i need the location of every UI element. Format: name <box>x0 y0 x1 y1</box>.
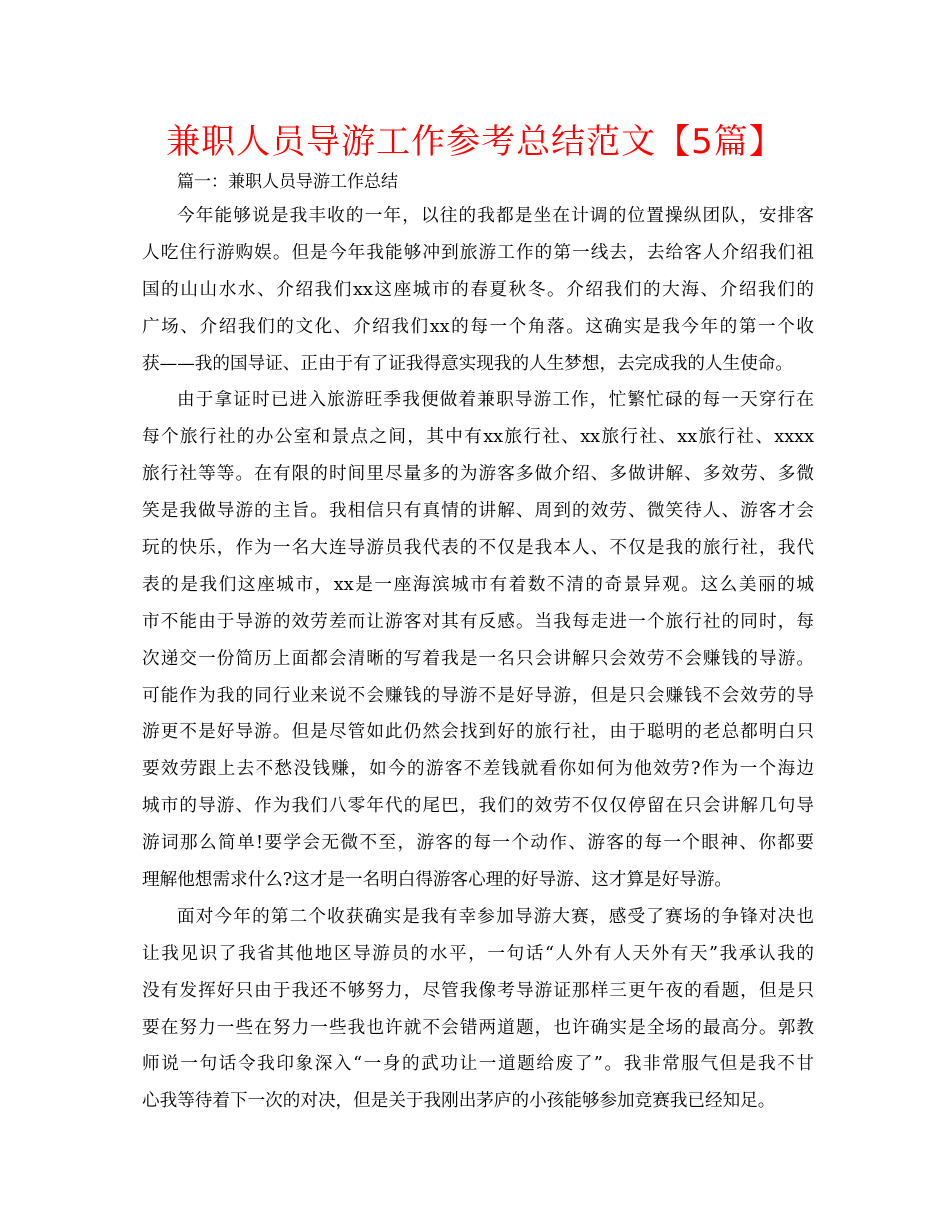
paragraph-1-line: 国的山山水水、介绍我们xx这座城市的春夏秋冬。介绍我们的大海、介绍我们的 <box>142 279 814 300</box>
paragraph-2-line: 表的是我们这座城市，xx是一座海滨城市有着数不清的奇景异观。这么美丽的城 <box>142 574 814 595</box>
document-title: 兼职人员导游工作参考总结范文【5篇】 <box>166 122 784 162</box>
paragraph-3-line: 让我见识了我省其他地区导游员的水平，一句话“人外有人天外有天”我承认我的 <box>142 943 814 964</box>
document-body <box>142 198 814 1120</box>
paragraph-3-line: 要在努力一些在努力一些我也许就不会错两道题，也许确实是全场的最高分。郭教 <box>142 1017 814 1038</box>
paragraph-3-line: 没有发挥好只由于我还不够努力，尽管我像考导游证那样三更午夜的看题，但是只 <box>142 980 814 1001</box>
paragraph-2-line: 可能作为我的同行业来说不会赚钱的导游不是好导游，但是只会赚钱不会效劳的导 <box>142 685 814 706</box>
paragraph-2-line: 笑是我做导游的主旨。我相信只有真情的讲解、周到的效劳、微笑待人、游客才会 <box>142 501 814 522</box>
paragraph-2-line: 理解他想需求什么?这才是一名明白得游客心理的好导游、这才算是好导游。 <box>142 870 733 891</box>
paragraph-1-line: 人吃住行游购娱。但是今年我能够冲到旅游工作的第一线去，去给客人介绍我们祖 <box>142 242 814 263</box>
paragraph-1-line: 获——我的国导证、正由于有了证我得意实现我的人生梦想，去完成我的人生使命。 <box>142 353 793 374</box>
paragraph-3-line: 面对今年的第二个收获确实是我有幸参加导游大赛，感受了赛场的争锋对决也 <box>177 906 814 927</box>
paragraph-2-line: 玩的快乐，作为一名大连导游员我代表的不仅是我本人、不仅是我的旅行社，我代 <box>142 538 814 559</box>
paragraph-2-line: 旅行社等等。在有限的时间里尽量多的为游客多做介绍、多做讲解、多效劳、多微 <box>142 464 814 485</box>
paragraph-2-line: 由于拿证时已进入旅游旺季我便做着兼职导游工作，忙繁忙碌的每一天穿行在 <box>177 390 814 411</box>
paragraph-2-line: 市不能由于导游的效劳差而让游客对其有反感。当我每走进一个旅行社的同时，每 <box>142 611 814 632</box>
paragraph-2-line: 每个旅行社的办公室和景点之间，其中有xx旅行社、xx旅行社、xx旅行社、xxxx <box>142 427 814 448</box>
paragraph-2-line: 游词那么简单!要学会无微不至，游客的每一个动作、游客的每一个眼神、你都要 <box>142 833 814 854</box>
paragraph-2-line: 要效劳跟上去不愁没钱赚，如今的游客不差钱就看你如何为他效劳?作为一个海边 <box>142 759 814 780</box>
paragraph-1-line: 今年能够说是我丰收的一年，以往的我都是坐在计调的位置操纵团队，安排客 <box>177 206 814 226</box>
paragraph-1-line: 广场、介绍我们的文化、介绍我们xx的每一个角落。这确实是我今年的第一个收 <box>142 316 814 337</box>
paragraph-3-line: 师说一句话令我印象深入“一身的武功让一道题给废了”。我非常服气但是我不甘 <box>142 1054 814 1075</box>
paragraph-2-line: 次递交一份简历上面都会清晰的写着我是一名只会讲解只会效劳不会赚钱的导游。 <box>142 648 814 669</box>
paragraph-2-line: 游更不是好导游。但是尽管如此仍然会找到好的旅行社，由于聪明的老总都明白只 <box>142 722 814 743</box>
paragraph-2-line: 城市的导游、作为我们八零年代的尾巴，我们的效劳不仅仅停留在只会讲解几句导 <box>142 796 814 817</box>
paragraph-3-line: 心我等待着下一次的对决，但是关于我刚出茅庐的小孩能够参加竞赛我已经知足。 <box>142 1091 776 1112</box>
section-heading: 篇一：兼职人员导游工作总结 <box>177 172 398 192</box>
